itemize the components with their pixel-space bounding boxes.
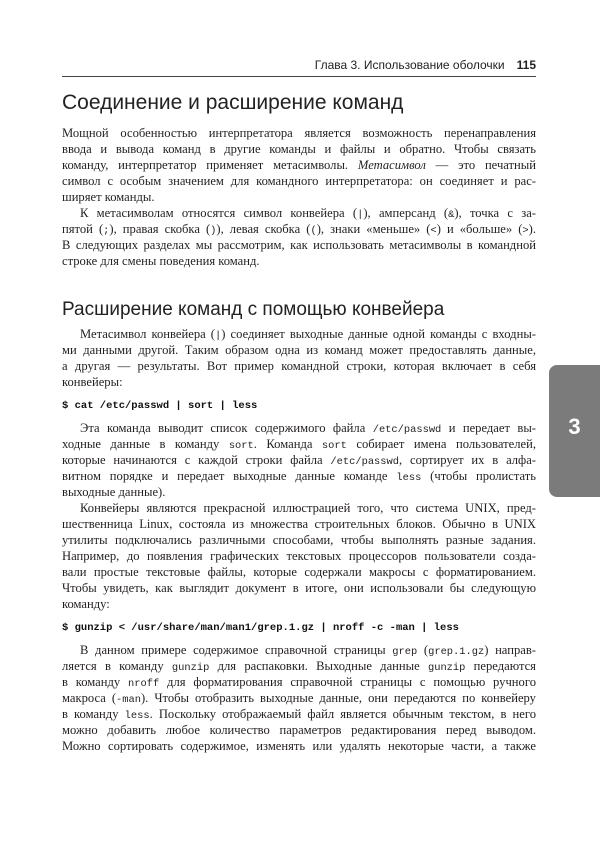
code-man-option: -man	[116, 694, 141, 706]
text-line: ми данными другой. Таким образом одна из команд может предоставлять данные,	[62, 343, 536, 357]
text-line	[62, 674, 536, 690]
header-rule	[62, 76, 536, 77]
term-metacharacter: Метасимвол	[357, 158, 426, 172]
text-line	[62, 205, 536, 221]
text-run: пятой (	[62, 222, 104, 236]
text-line	[62, 468, 536, 484]
text-line	[62, 658, 536, 674]
text-run: ), правая скобка (	[109, 222, 211, 236]
text-run: К метасимволам относятся символ конвейера (	[80, 206, 358, 220]
text-run: ) и «больше» (	[436, 222, 523, 236]
text-run: для форматирования справочной страницы с помощью ручного	[159, 675, 536, 689]
text-run: . Команда	[253, 437, 322, 451]
text-run: которые начинаются с каждой строки файла	[62, 453, 331, 467]
page-number: 115	[516, 58, 536, 72]
text-run: команду, интерпретатор применяет метасимволы.	[62, 158, 358, 172]
text-run: — это печатный	[425, 158, 536, 172]
paragraph-pipe-explanation	[62, 420, 536, 500]
text-run: ляется в команду	[62, 659, 172, 673]
code-nroff: nroff	[128, 678, 160, 690]
text-line	[62, 326, 536, 342]
text-run: В данном примере содержимое справочной страницы	[80, 643, 393, 657]
text-run: (	[417, 643, 429, 657]
text-line: можно добавить любое количество параметров редактирования перед выводом.	[62, 723, 536, 737]
code-example-gunzip-nroff-less: $ gunzip < /usr/share/man/man1/grep.1.gz | nroff -c -man | less	[62, 622, 459, 634]
text-run: ).	[528, 222, 537, 236]
code-grep: grep	[392, 646, 418, 658]
text-line: ввода и вывода команд в другие команды и файлы и обратно. Чтобы связать	[62, 142, 536, 156]
text-run: Метасимвол конвейера (	[80, 327, 215, 341]
code-semicolon: ;	[103, 225, 110, 237]
text-line	[62, 420, 536, 436]
text-line: выходные данные).	[62, 485, 166, 499]
paragraph-unix-building-blocks	[62, 500, 536, 612]
text-line: Мощной особенностью интерпретатора является возможность перенаправления	[62, 126, 536, 140]
code-left-paren: (	[310, 225, 317, 237]
paragraph-metacharacters-intro	[62, 125, 536, 205]
chapter-title: Глава 3. Использование оболочки	[314, 58, 505, 72]
text-run: ). Чтобы отобразить выходные данные, они передаются по конвейеру	[140, 691, 536, 705]
code-ampersand: &	[448, 209, 455, 221]
text-line	[62, 221, 536, 237]
code-less: less	[124, 710, 150, 722]
code-gunzip: gunzip	[427, 662, 466, 674]
text-line	[62, 706, 536, 722]
text-run: ) направ-	[484, 643, 536, 657]
text-line	[62, 690, 536, 706]
text-run: собирает имена пользователей,	[346, 437, 536, 451]
text-run: макроса (	[62, 691, 117, 705]
text-run: ), левая скобка (	[216, 222, 311, 236]
text-run: ), точка с за-	[454, 206, 536, 220]
code-sort: sort	[228, 440, 254, 452]
text-line: строке для смены поведения команд.	[62, 254, 260, 268]
code-less: less	[396, 472, 422, 484]
text-run: ), амперсанд (	[363, 206, 449, 220]
text-run: витном порядке и передает выходные данные команде	[62, 469, 397, 483]
chapter-tab-number: 3	[568, 414, 581, 439]
code-sort: sort	[321, 440, 347, 452]
section-title-joining-commands: Соединение и расширение команд	[62, 91, 404, 114]
text-line: а другая — результаты. Вот пример командной строки, которая включает в себя	[62, 359, 536, 373]
text-run: для распаковки. Выходные данные	[209, 659, 428, 673]
code-example-cat-sort-less: $ cat /etc/passwd | sort | less	[62, 400, 258, 412]
text-line	[62, 642, 536, 658]
text-run: ) соединяет выходные данные одной команды с входны-	[221, 327, 536, 341]
section-title-pipes: Расширение команд с помощью конвейера	[62, 299, 445, 320]
code-pipe: |	[357, 209, 364, 221]
chapter-thumb-tab	[549, 365, 600, 497]
text-line	[62, 157, 536, 173]
paragraph-gunzip-explanation	[62, 642, 536, 754]
code-less-than: <	[430, 225, 437, 237]
text-run: ), знаки «меньше» (	[316, 222, 431, 236]
code-gunzip: gunzip	[171, 662, 210, 674]
text-line: Например, до появления графических текстовых процессоров пользователи созда-	[62, 549, 536, 563]
text-line: вали простые текстовые файлы, которые содержали макросы с форматированием.	[62, 565, 536, 579]
text-line: Можно сортировать содержимое, изменять или удалять некоторые части, а также	[62, 739, 536, 753]
text-run: в команду	[62, 675, 129, 689]
code-path: /etc/passwd	[330, 456, 399, 468]
text-line: команду:	[62, 597, 110, 611]
text-line: конвейеры:	[62, 375, 123, 389]
text-line: Чтобы увидеть, как выглядит документ в итоге, они использовали бы следующую	[62, 581, 536, 595]
text-line: символ с особым значением для командного интерпретатора: он соединяет и рас-	[62, 174, 536, 188]
text-line	[62, 436, 536, 452]
code-pipe: |	[215, 330, 222, 342]
text-line: утилиты подключались различными способами, чтобы выполнять разные задания.	[62, 533, 536, 547]
text-line: Конвейеры являются прекрасной иллюстрацией того, что система UNIX, пред-	[80, 501, 536, 515]
paragraph-metacharacter-list	[62, 205, 536, 269]
text-run: и передает вы-	[441, 421, 536, 435]
paragraph-pipe-intro	[62, 326, 536, 390]
text-run: . Поскольку отображаемый файл является обычным текстом, в него	[149, 707, 537, 721]
code-greater-than: >	[522, 225, 529, 237]
text-run: (чтобы пролистать	[421, 469, 536, 483]
text-run: передаются	[465, 659, 536, 673]
text-run: ходные данные в команду	[62, 437, 229, 451]
code-filename: grep.1.gz	[428, 646, 485, 658]
text-run: Эта команда выводит список содержимого файла	[80, 421, 373, 435]
text-line	[62, 452, 536, 468]
text-line: ширяет команды.	[62, 190, 155, 204]
code-right-paren: )	[210, 225, 217, 237]
text-line: В следующих разделах мы рассмотрим, как использовать метасимволы в командной	[62, 238, 536, 252]
text-line: шественница Linux, состояла из множества строительных блоков. Обычно в UNIX	[62, 517, 536, 531]
text-run: в команду	[62, 707, 125, 721]
text-run: , сортирует их в алфа-	[399, 453, 536, 467]
running-header	[62, 58, 536, 72]
code-path: /etc/passwd	[372, 424, 442, 436]
